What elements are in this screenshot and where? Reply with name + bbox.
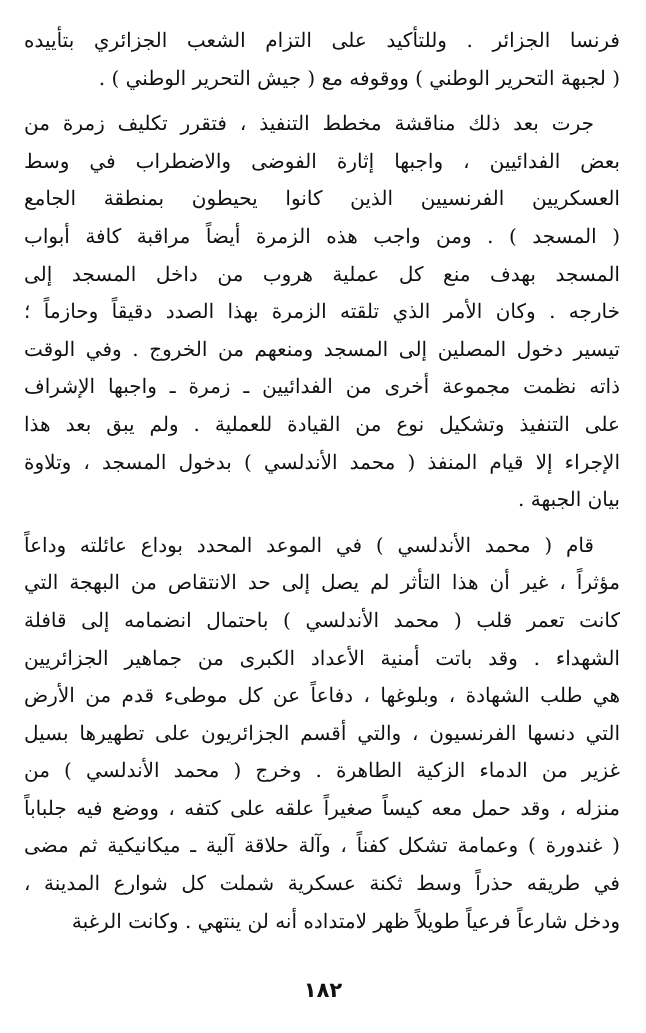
text-line: خارجه . وكان الأمر الذي تلقته الزمرة بهذا الصدد دقيقاً وحازماً ؛ <box>24 299 620 324</box>
page-number: ١٨٢ <box>303 978 343 1002</box>
text-line: المسجد بهدف منع كل عملية هروب من داخل المسجد إلى <box>24 261 620 286</box>
text-line: ( لجبهة التحرير الوطني ) ووقوفه مع ( جيش التحرير الوطني ) . <box>98 65 620 90</box>
text-line: الإجراء إلا قيام المنفذ ( محمد الأندلسي ) بدخول المسجد ، وتلاوة <box>24 449 620 474</box>
text-line: ذاته نظمت مجموعة أخرى من الفدائيين ـ زمرة ـ واجبها الإشراف <box>24 374 620 399</box>
paragraph <box>24 105 620 519</box>
text-line: كانت تعمر قلب ( محمد الأندلسي ) باحتمال انضمامه إلى قافلة <box>24 607 620 632</box>
text-line: قام ( محمد الأندلسي ) في الموعد المحدد بوداع عائلته وداعاً <box>24 532 594 557</box>
text-line: التي دنسها الفرنسيون ، والتي أقسم الجزائريون على تطهيرها بسيل <box>24 720 620 745</box>
text-line: فرنسا الجزائر . وللتأكيد على التزام الشعب الجزائري بتأييده <box>24 28 620 52</box>
text-line: تيسير دخول المصلين إلى المسجد ومنعهم من الخروج . وفي الوقت <box>24 336 620 361</box>
text-line: مؤثراً ، غير أن هذا التأثر لم يصل إلى حد الانتقاص من البهجة التي <box>24 570 620 595</box>
paragraph-gap <box>24 97 620 105</box>
text-line: ودخل شارعاً فرعياً طويلاً ظهر لامتداده أنه لن ينتهي . وكانت الرغبة <box>71 908 620 933</box>
text-line: بيان الجبهة . <box>518 487 620 512</box>
paragraph <box>24 22 620 97</box>
paragraph <box>24 527 620 941</box>
text-line: الشهداء . وقد باتت أمنية الأعداد الكبرى من جماهير الجزائريين <box>24 645 620 670</box>
text-line: جرت بعد ذلك مناقشة مخطط التنفيذ ، فتقرر تكليف زمرة من <box>24 111 594 136</box>
text-line: بعض الفدائيين ، واجبها إثارة الفوضى والاضطراب في وسط <box>24 148 620 173</box>
body-text <box>24 22 620 940</box>
text-line: هي طلب الشهادة ، وبلوغها ، دفاعاً عن كل موطىء قدم من الأرض <box>24 683 620 708</box>
text-line: ( غندورة ) وعمامة تشكل كفناً ، وآلة حلاقة آلية ـ ميكانيكية ثم مضى <box>24 833 620 858</box>
text-line: على التنفيذ وتشكيل نوع من القيادة للعملية . ولم يبق بعد هذا <box>24 411 620 436</box>
text-line: ( المسجد ) . ومن واجب هذه الزمرة أيضاً مراقبة كافة أبواب <box>24 223 620 248</box>
text-line: منزله ، وقد حمل معه كيساً صغيراً علقه على كتفه ، ووضع فيه جلباباً <box>24 795 620 820</box>
text-line: في طريقه حذراً وسط ثكنة عسكرية شملت كل شوارع المدينة ، <box>24 871 620 896</box>
text-line: العسكريين الفرنسيين الذين كانوا يحيطون بمنطقة الجامع <box>24 186 620 211</box>
text-line: غزير من الدماء الزكية الطاهرة . وخرج ( محمد الأندلسي ) من <box>24 758 620 783</box>
paragraph-gap <box>24 519 620 527</box>
